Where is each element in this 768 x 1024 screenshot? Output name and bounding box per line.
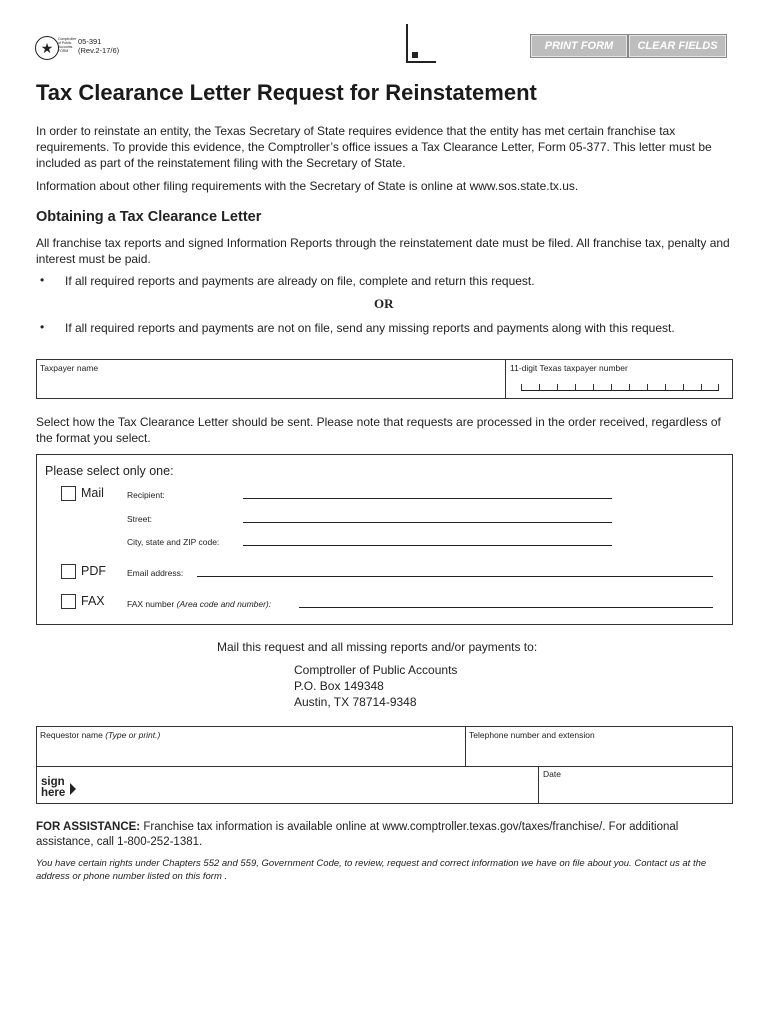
taxpayer-box	[36, 359, 733, 399]
bullet-item-2: If all required reports and payments are not on file, send any missing reports and payments along with this request.	[65, 321, 675, 335]
divider	[538, 766, 539, 803]
barcode-mark	[406, 24, 408, 62]
sign-here-line-2: here	[41, 787, 66, 799]
taxpayer-name-field[interactable]	[41, 374, 501, 396]
date-label: Date	[543, 769, 561, 779]
fax-label: FAX	[81, 594, 105, 608]
bullet-icon: •	[40, 273, 45, 287]
assistance-paragraph	[36, 820, 736, 850]
telephone-field[interactable]	[469, 741, 725, 763]
digit-tick	[611, 384, 612, 390]
or-separator: OR	[374, 296, 394, 311]
street-label: Street:	[127, 514, 153, 524]
digit-tick	[701, 384, 702, 390]
sign-here-line-1: sign	[41, 776, 65, 788]
sign-here-tag	[41, 777, 65, 799]
signature-field[interactable]	[81, 769, 535, 801]
section-heading: Obtaining a Tax Clearance Letter	[36, 209, 262, 225]
digit-tick	[539, 384, 540, 390]
mailing-instructions: Mail this request and all missing reports and/or payments to:	[217, 640, 538, 654]
logo-text: Comptroller of Public Accounts FORM	[58, 37, 77, 53]
page-title: Tax Clearance Letter Request for Reinstatement	[36, 80, 537, 105]
mailing-address	[294, 662, 457, 710]
taxpayer-name-label: Taxpayer name	[40, 363, 99, 373]
email-label: Email address:	[127, 568, 184, 578]
divider	[505, 360, 506, 398]
recipient-field[interactable]	[243, 498, 612, 499]
number-baseline	[521, 390, 719, 391]
rights-notice: You have certain rights under Chapters 552 and 559, Government Code, to review, request and correct information we have on file about you. Contact us at the address or phone number listed on this form .	[36, 858, 707, 882]
address-line-3: Austin, TX 78714-9348	[294, 695, 417, 709]
requestor-name-hint: (Type or print.)	[105, 730, 161, 740]
select-prompt: Please select only one:	[45, 464, 174, 478]
bullet-item-1: If all required reports and payments are already on file, complete and return this request.	[65, 274, 535, 288]
requestor-name-field[interactable]	[41, 741, 461, 763]
form-number: 05-391	[78, 37, 102, 46]
assistance-label: FOR ASSISTANCE:	[36, 821, 141, 833]
comptroller-seal-icon: ★	[35, 36, 59, 60]
print-form-button[interactable]: PRINT FORM	[530, 34, 628, 58]
date-field[interactable]	[543, 780, 727, 800]
digit-tick	[575, 384, 576, 390]
digit-tick	[521, 384, 522, 390]
digit-tick	[647, 384, 648, 390]
pdf-label: PDF	[81, 564, 106, 578]
email-field[interactable]	[197, 576, 713, 577]
assistance-text: Franchise tax information is available online at www.comptroller.texas.gov/taxes/franchise/. For additional assistance, call 1-800-252-1381.	[36, 821, 679, 848]
address-line-2: P.O. Box 149348	[294, 679, 384, 693]
street-field[interactable]	[243, 522, 612, 523]
form-revision: (Rev.2-17/6)	[78, 46, 120, 55]
requestor-name-label	[40, 730, 160, 740]
divider	[37, 766, 732, 767]
mail-checkbox[interactable]	[61, 486, 76, 501]
city-state-zip-label: City, state and ZIP code:	[127, 537, 220, 547]
digit-tick	[683, 384, 684, 390]
city-state-zip-field[interactable]	[243, 545, 612, 546]
sos-info-paragraph: Information about other filing requirements with the Secretary of State is online at www.sos.state.tx.us.	[36, 179, 579, 193]
taxpayer-number-label: 11-digit Texas taxpayer number	[510, 363, 628, 373]
fax-number-label	[127, 599, 271, 609]
clear-fields-button[interactable]: CLEAR FIELDS	[628, 34, 727, 58]
sign-arrow-icon	[70, 783, 76, 795]
requestor-name-label-text: Requestor name	[40, 730, 103, 740]
digit-tick	[665, 384, 666, 390]
barcode-square	[412, 52, 418, 58]
telephone-label: Telephone number and extension	[469, 730, 595, 740]
mail-label: Mail	[81, 486, 104, 500]
delivery-box	[36, 454, 733, 625]
form-id	[78, 37, 119, 55]
fax-checkbox[interactable]	[61, 594, 76, 609]
divider	[465, 727, 466, 766]
digit-tick	[629, 384, 630, 390]
recipient-label: Recipient:	[127, 490, 165, 500]
taxpayer-number-field[interactable]	[521, 376, 721, 394]
requirements-paragraph: All franchise tax reports and signed Information Reports through the reinstatement date must be filed. All franchise tax, penalty and interest must be paid.	[36, 236, 730, 266]
digit-tick	[557, 384, 558, 390]
select-instructions: Select how the Tax Clearance Letter should be sent. Please note that requests are processed in the order received, regardless of the format you select.	[36, 415, 721, 445]
requestor-box	[36, 726, 733, 804]
barcode-mark-base	[406, 61, 436, 63]
pdf-checkbox[interactable]	[61, 564, 76, 579]
address-line-1: Comptroller of Public Accounts	[294, 663, 458, 677]
fax-number-field[interactable]	[299, 607, 713, 608]
digit-tick	[718, 384, 719, 390]
intro-paragraph: In order to reinstate an entity, the Texas Secretary of State requires evidence that the entity has met certain franchise tax requirements. To provide this evidence, the Comptroller’s office issues a Tax Clearance Letter, Form 05-377. This letter must be included as part of the reinstatement filing with the Secretary of State.	[36, 124, 712, 170]
fax-number-hint: (Area code and number):	[176, 599, 272, 609]
fax-number-label-text: FAX number	[127, 599, 175, 609]
bullet-icon: •	[40, 320, 45, 334]
digit-tick	[593, 384, 594, 390]
